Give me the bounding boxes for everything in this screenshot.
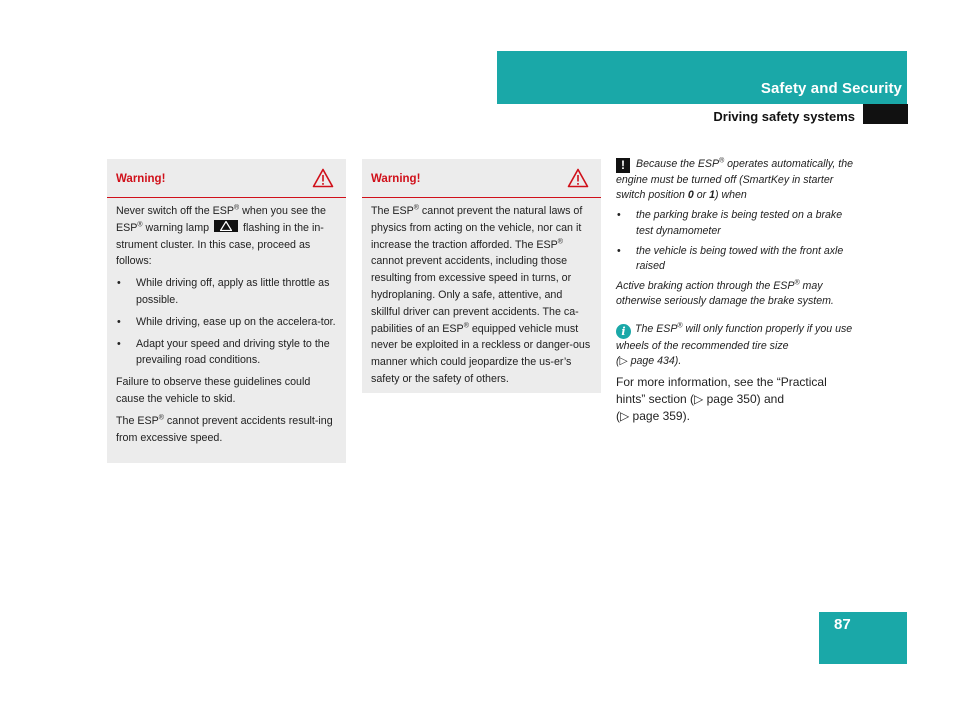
warning-title: Warning! — [116, 173, 166, 185]
info-icon: i — [616, 324, 631, 339]
warning-title: Warning! — [371, 173, 421, 185]
warning-intro: Never switch off the ESP® when you see the ESP® warning lamp flashing in the in-strument cluster. In this case, proceed as follows: — [116, 204, 326, 268]
list-item: • the vehicle is being towed with the front axle raised — [616, 244, 856, 274]
warning-bullet-list — [116, 275, 337, 369]
warning-paragraph: The ESP® cannot prevent accidents result-ing from excessive speed. — [116, 414, 333, 444]
warning-header — [362, 159, 601, 198]
warning-box-2 — [362, 159, 601, 393]
section-title: Safety and Security — [760, 80, 902, 97]
caution-icon: ! — [616, 158, 630, 173]
warning-header — [107, 159, 346, 198]
list-item: • Adapt your speed and driving style to the prevailing road conditions. — [116, 336, 337, 370]
subsection-tab — [863, 104, 908, 124]
subsection-title: Driving safety systems — [713, 109, 855, 124]
warning-paragraph: Failure to observe these guidelines could cause the vehicle to skid. — [116, 376, 311, 405]
notes-column — [616, 157, 856, 430]
caution-note: ! Because the ESP® operates automatically, the engine must be turned off (SmartKey in starter switch position 0 or 1) when — [616, 157, 853, 202]
warning-triangle-icon — [312, 168, 334, 188]
list-item: • the parking brake is being tested on a brake test dynamometer — [616, 208, 856, 238]
esp-warning-lamp-icon — [214, 220, 238, 232]
list-item: • While driving, ease up on the accelera-tor. — [116, 314, 337, 331]
page-number-box — [819, 612, 907, 664]
page-number: 87 — [834, 616, 851, 633]
warning-box-1 — [107, 159, 346, 463]
warning-triangle-icon — [567, 168, 589, 188]
info-note: i The ESP® will only function properly if you use wheels of the recommended tire size (▷ page 434). — [616, 322, 853, 367]
braking-note: Active braking action through the ESP® may otherwise seriously damage the brake system. — [616, 279, 834, 308]
more-info-text: For more information, see the “Practical hints” section (▷ page 350) and (▷ page 359). — [616, 375, 827, 424]
warning-paragraph: The ESP® cannot prevent the natural laws of physics from acting on the vehicle, nor can it increase the traction afforded. The ESP® cannot prevent accidents, including those resulting from excessive speed in turns, or hydroplaning. Only a safe, attentive, and skillful driver can prevent accidents. The ca-pabilities of an ESP® equipped vehicle must never be exploited in a reckless or danger-ous manner which could jeopardize the us-er’s safety or the safety of others. — [371, 204, 591, 385]
caution-bullet-list — [616, 208, 856, 274]
list-item: • While driving off, apply as little throttle as possible. — [116, 275, 337, 309]
